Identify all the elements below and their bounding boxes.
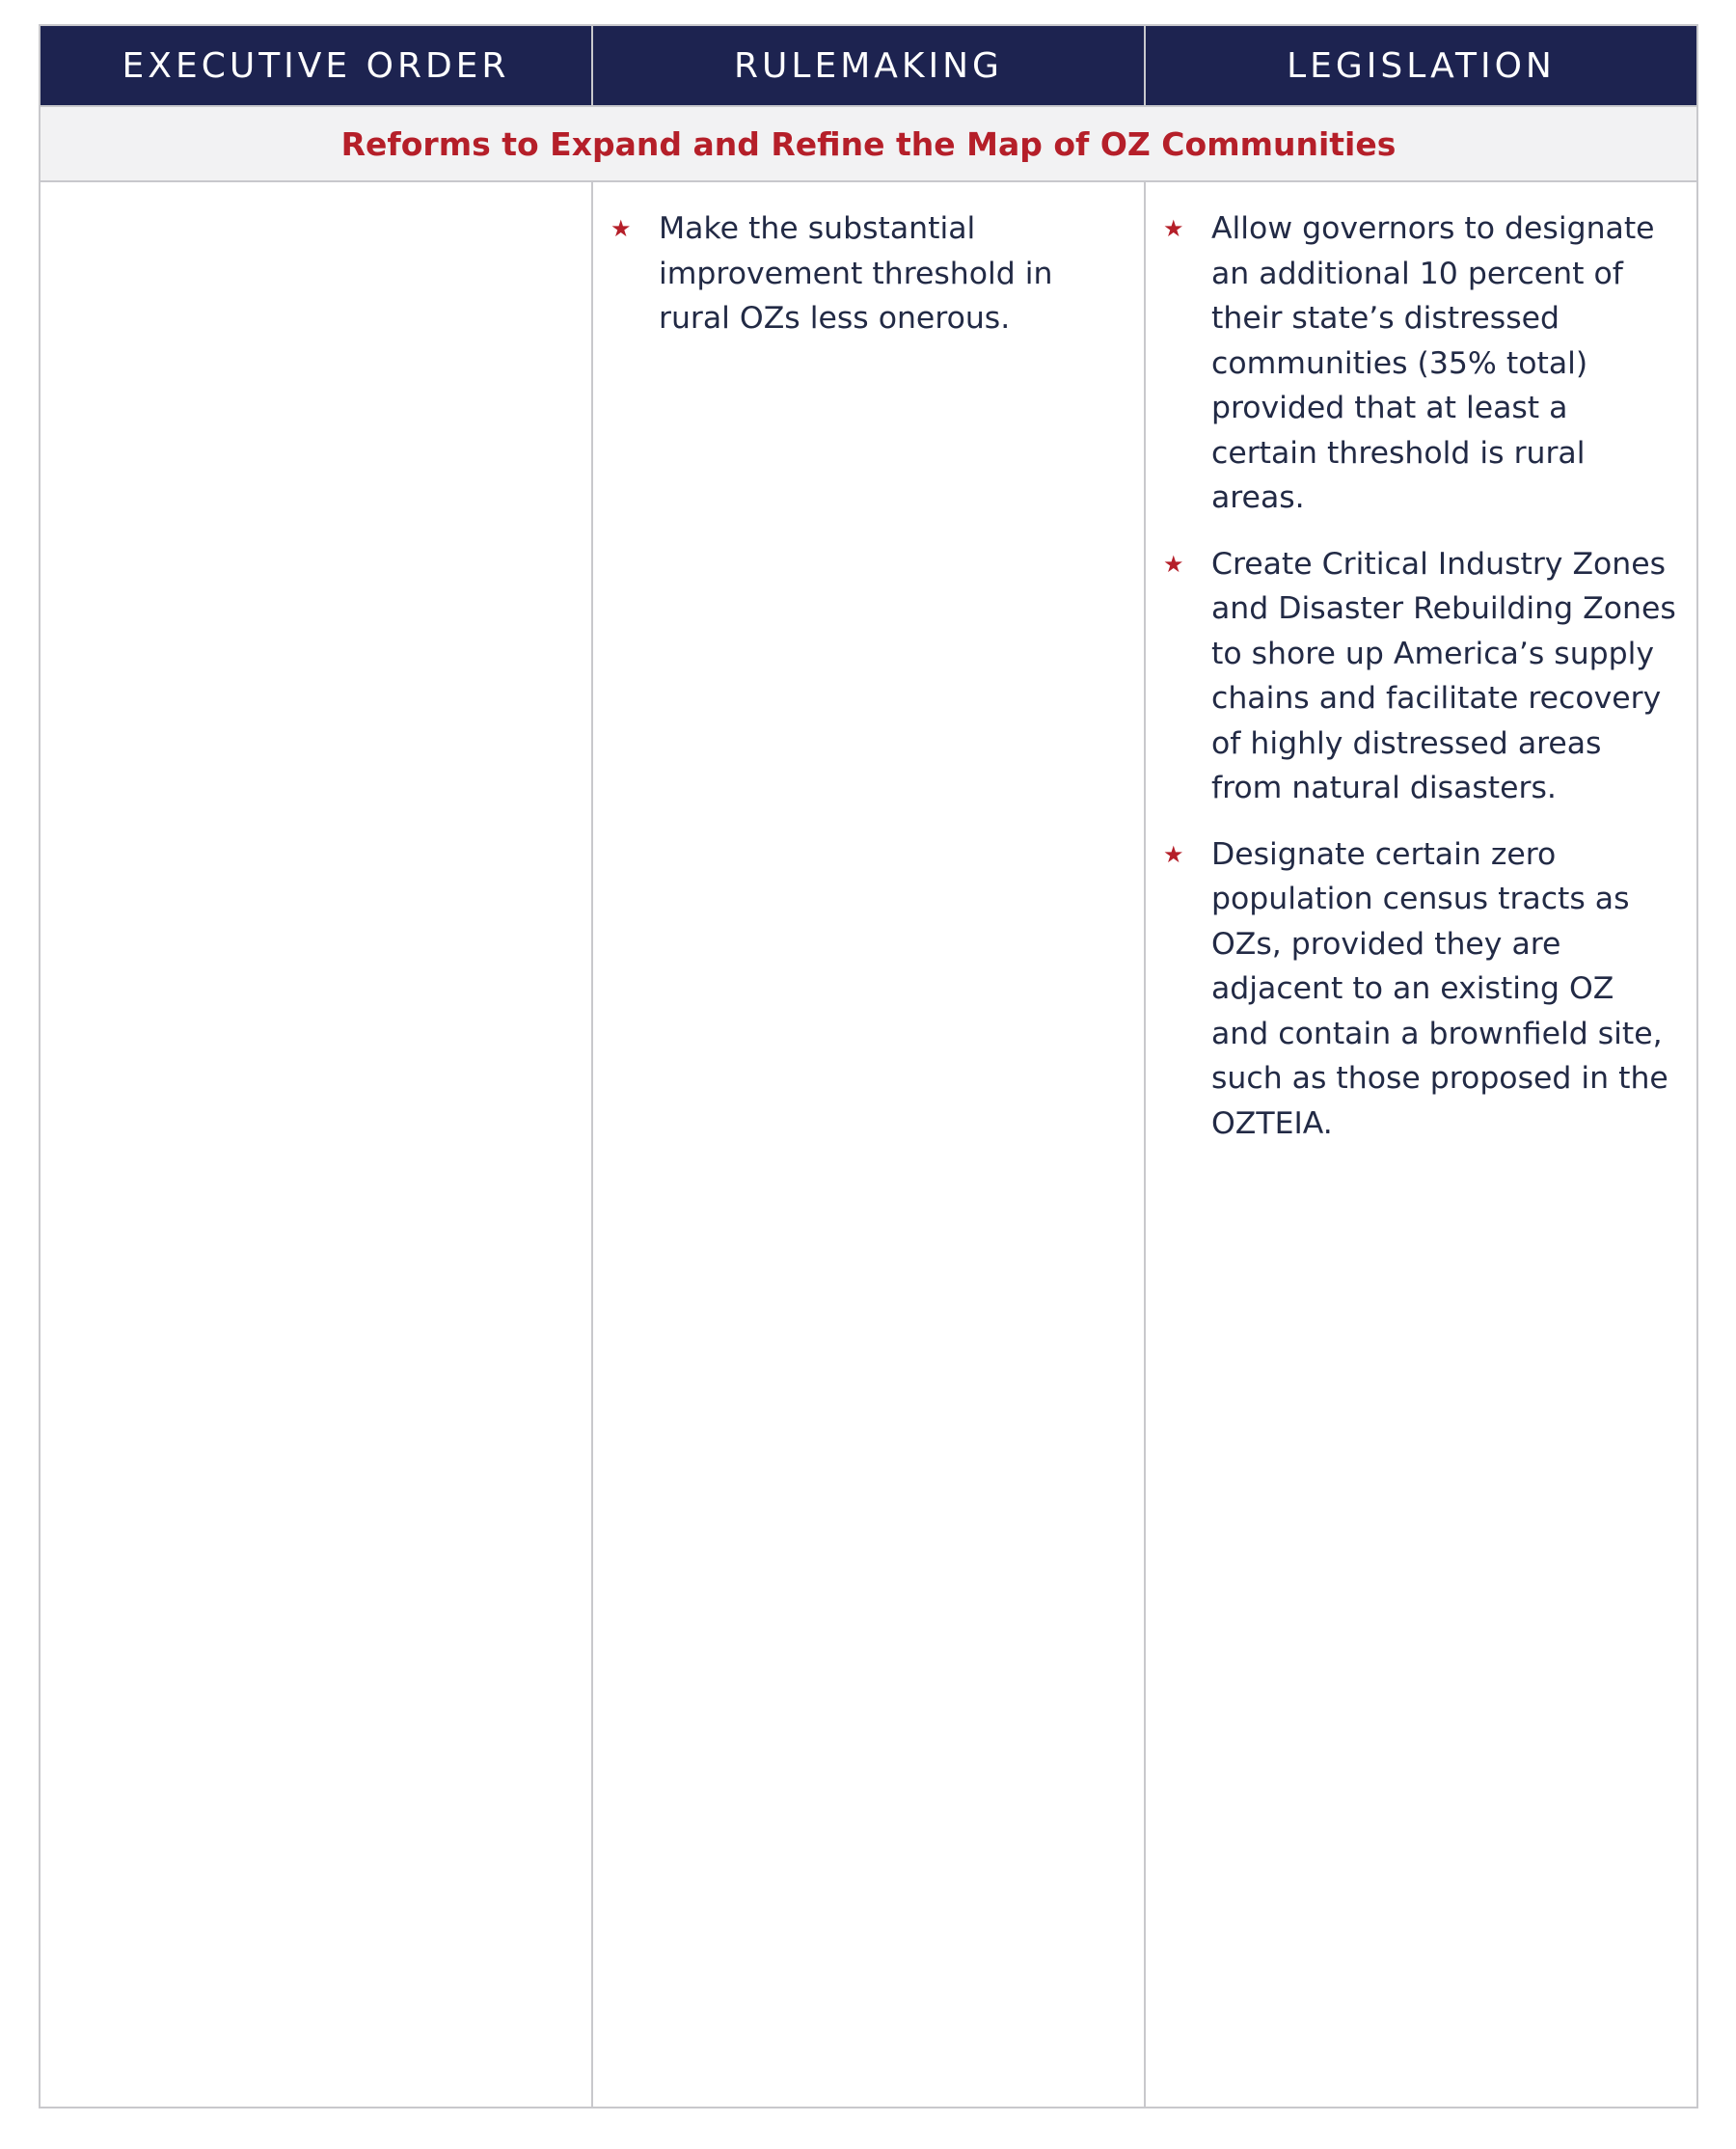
list-item-text: Make the substantial improvement threshold in rural OZs less onerous. <box>659 211 1053 336</box>
list-item-text: Designate certain zero population census tracts as OZs, provided they are adjacent to an existing OZ and contain a brownfield site, such as those proposed in the OZTEIA. <box>1211 836 1668 1141</box>
star-icon: ★ <box>1163 550 1184 578</box>
list-item <box>1163 542 1677 811</box>
rulemaking-list <box>610 206 1125 341</box>
legislation-list <box>1163 206 1677 1146</box>
list-item-text: Create Critical Industry Zones and Disaster Rebuilding Zones to shore up America’s supply chains and facilitate recovery of highly distressed areas from natural disasters. <box>1211 546 1676 805</box>
rulemaking-column <box>591 182 1144 2107</box>
header-legislation: LEGISLATION <box>1144 26 1696 105</box>
executive-order-column <box>41 182 591 2107</box>
header-rulemaking: RULEMAKING <box>591 26 1144 105</box>
star-icon: ★ <box>1163 215 1184 242</box>
star-icon: ★ <box>1163 840 1184 868</box>
list-item-text: Allow governors to designate an additional 10 percent of their state’s distressed communities (35% total) provided that at least a certain threshold is rural areas. <box>1211 211 1655 515</box>
header-row <box>41 26 1696 105</box>
list-item <box>1163 206 1677 521</box>
star-icon: ★ <box>610 215 632 242</box>
list-item <box>1163 832 1677 1147</box>
policy-table <box>39 24 1698 2108</box>
body-row <box>41 182 1696 2107</box>
header-executive-order: EXECUTIVE ORDER <box>122 45 510 86</box>
list-item <box>610 206 1125 341</box>
section-title: Reforms to Expand and Refine the Map of OZ Communities <box>41 105 1696 182</box>
legislation-column <box>1144 182 1696 2107</box>
